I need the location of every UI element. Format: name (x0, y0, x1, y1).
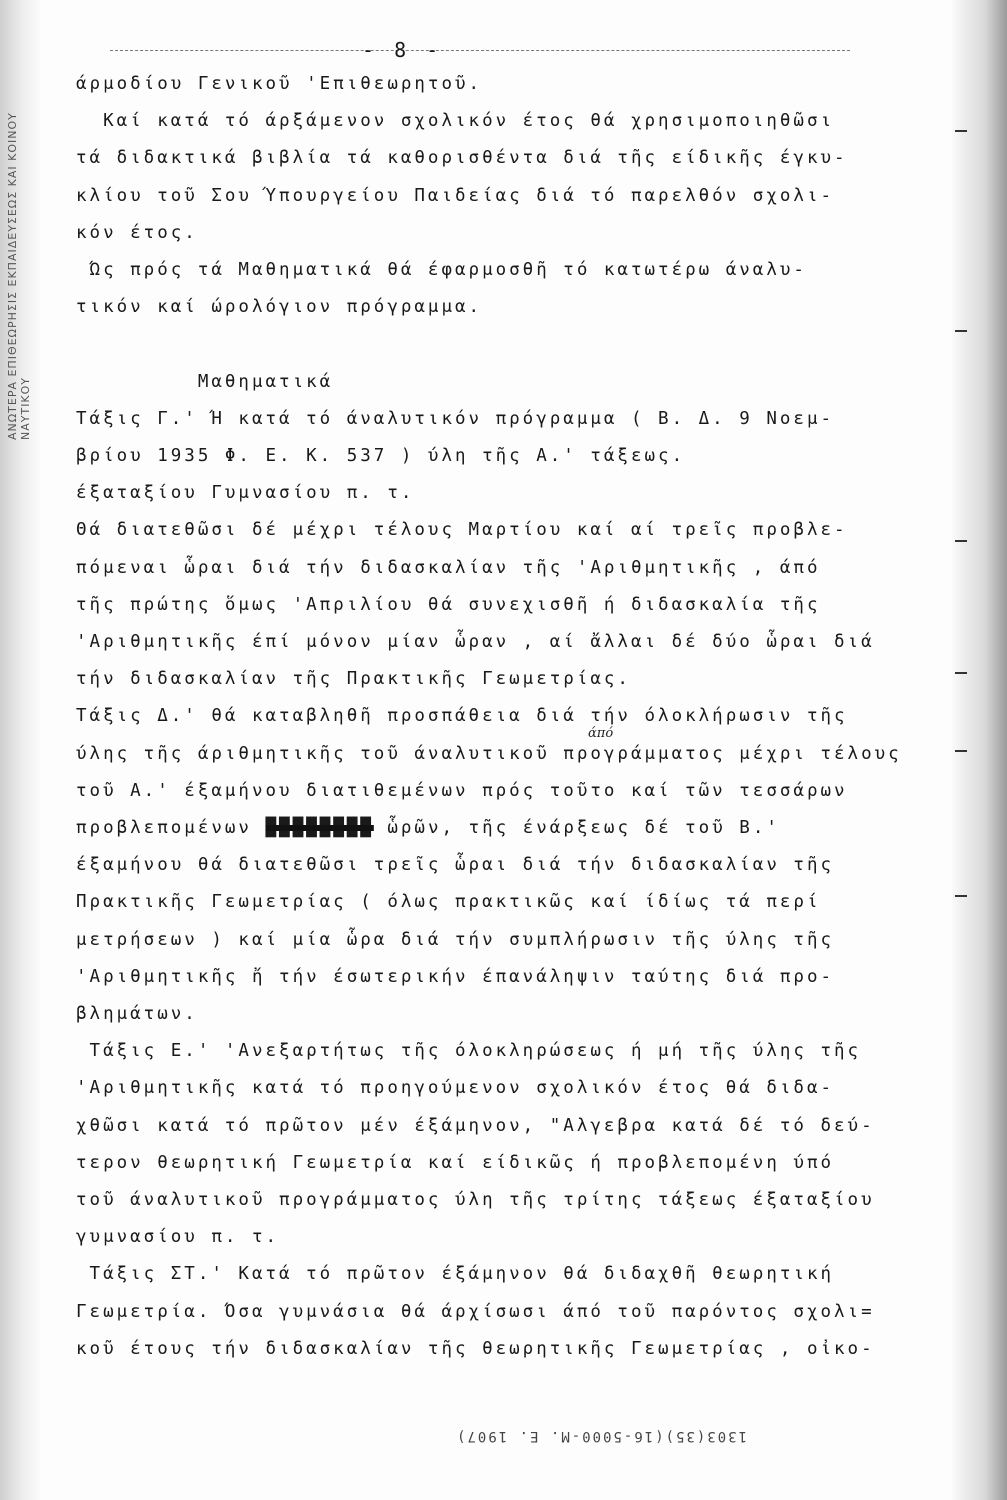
text-line: Τάξις ΣΤ.' Κατά τό πρῶτον έξάμηνον θά διδαχθῆ θεωρητική (76, 1264, 835, 1285)
text-line: γυμνασίου π. τ. (76, 1227, 280, 1248)
text-line: Καί κατά τό άρξάμενον σχολικόν έτος θά χρησιμοποιηθῶσι (76, 111, 835, 132)
text-line: τήν διδασκαλίαν τῆς Πρακτικῆς Γεωμετρίας. (76, 669, 631, 690)
text-line: τά διδακτικά βιβλία τά καθορισθέντα διά τῆς είδικῆς έγκυ- (76, 148, 848, 169)
text-line: βρίου 1935 Φ. Ε. Κ. 537 ) ύλη τῆς Α.' τάξεως. (76, 446, 686, 466)
text-line: έξαμήνου θά διατεθῶσι τρεῖς ὧραι διά τήν διδασκαλίαν τῆς (76, 855, 835, 876)
page-number: - 8 - (362, 38, 443, 62)
text-line: τερον θεωρητική Γεωμετρία καί είδικῶς ή προβλεπομένη ύπό (76, 1152, 835, 1173)
text-line: έξαταξίου Γυμνασίου π. τ. (76, 483, 415, 504)
text-line: Μαθηματικά (76, 371, 334, 392)
text-line: τικόν καί ώρολόγιον πρόγραμμα. (76, 297, 483, 318)
struck-out-word: ████████ (265, 818, 374, 838)
margin-tick (955, 330, 967, 332)
text-line: άρμοδίου Γενικοῦ 'Επιθεωρητοῦ. (76, 74, 483, 94)
text-line: μετρήσεων ) καί μία ὧρα διά τήν συμπλήρωσιν τῆς ύλης τῆς (76, 929, 835, 950)
text-line: τοῦ Α.' έξαμήνου διατιθεμένων πρός τοῦτο καί τῶν τεσσάρων (76, 780, 848, 801)
text-line: 'Αριθμητικῆς έπί μόνον μίαν ὧραν , αί ἄλλαι δέ δύο ὧραι διά (76, 632, 875, 652)
margin-tick (955, 895, 967, 897)
margin-tick (955, 540, 967, 542)
text-line: πόμεναι ὧραι διά τήν διδασκαλίαν τῆς 'Αριθμητικῆς , άπό (76, 557, 821, 578)
text-line: Πρακτικῆς Γεωμετρίας ( όλως πρακτικῶς καί ίδίως τά περί (76, 892, 821, 913)
handwritten-insert: άπό (588, 726, 614, 741)
text-line: 'Αριθμητικῆς κατά τό προηγούμενον σχολικόν έτος θά διδα- (76, 1078, 835, 1099)
text-line: Ώς πρός τά Μαθηματικά θά έφαρμοσθῆ τό κατωτέρω άναλυ- (76, 260, 807, 280)
text-line: Τάξις Δ.' θά καταβληθῆ προσπάθεια διά τήν όλοκλήρωσιν τῆς (76, 706, 848, 727)
header-rule (110, 50, 850, 52)
text-line: χθῶσι κατά τό πρῶτον μέν έξάμηνον, "Αλγεβρα κατά δέ τό δεύ- (76, 1115, 875, 1136)
text-line: τῆς πρώτης ὅμως 'Απριλίου θά συνεχισθῆ ή διδασκαλία τῆς (76, 594, 821, 615)
text-line: προβλεπομένων ████████ ὧρῶν, τῆς ένάρξεως δέ τοῦ Β.' (76, 818, 780, 838)
margin-tick (955, 750, 967, 752)
text-line: κλίου τοῦ Σου Ύπουργείου Παιδείας διά τό παρελθόν σχολι- (76, 185, 835, 206)
text-line: τοῦ άναλυτικοῦ προγράμματος ύλη τῆς τρίτης τάξεως έξαταξίου (76, 1190, 875, 1210)
margin-tick (955, 672, 967, 674)
margin-tick (955, 130, 967, 132)
text-line: Θά διατεθῶσι δέ μέχρι τέλους Μαρτίου καί αί τρεῖς προβλε- (76, 520, 848, 541)
text-line: βλημάτων. (76, 1004, 198, 1024)
text-line: Τάξις Ε.' 'Ανεξαρτήτως τῆς όλοκληρώσεως ή μή τῆς ύλης τῆς (76, 1041, 862, 1062)
archive-stamp: ΑΝΩΤΕΡΑ ΕΠΙΘΕΩΡΗΣΙΣ ΕΚΠΑΙΔΕΥΣΕΩΣ ΚΑΙ ΚΟΙΝΟΥ ΝΑΥΤΙΚΟΥ (6, 112, 32, 440)
text-line: Γεωμετρία. Όσα γυμνάσια θά άρχίσωσι άπό τοῦ παρόντος σχολι= (76, 1301, 875, 1322)
text-line: ύλης τῆς άριθμητικῆς τοῦ άναλυτικοῦ προγράμματος μέχρι τέλους (76, 743, 902, 764)
printer-footer: 1303(35)(16-5000-Μ. Ε. 1907) (455, 1428, 748, 1444)
text-line: 'Αριθμητικῆς ἤ τήν έσωτερικήν έπανάληψιν ταύτης διά προ- (76, 966, 835, 987)
text-line: κοῦ έτους τήν διδασκαλίαν τῆς θεωρητικῆς Γεωμετρίας , οἰκο- (76, 1338, 875, 1359)
text-line: Τάξις Γ.' Ή κατά τό άναλυτικόν πρόγραμμα ( Β. Δ. 9 Νοεμ- (76, 408, 835, 429)
text-line: κόν έτος. (76, 222, 198, 243)
